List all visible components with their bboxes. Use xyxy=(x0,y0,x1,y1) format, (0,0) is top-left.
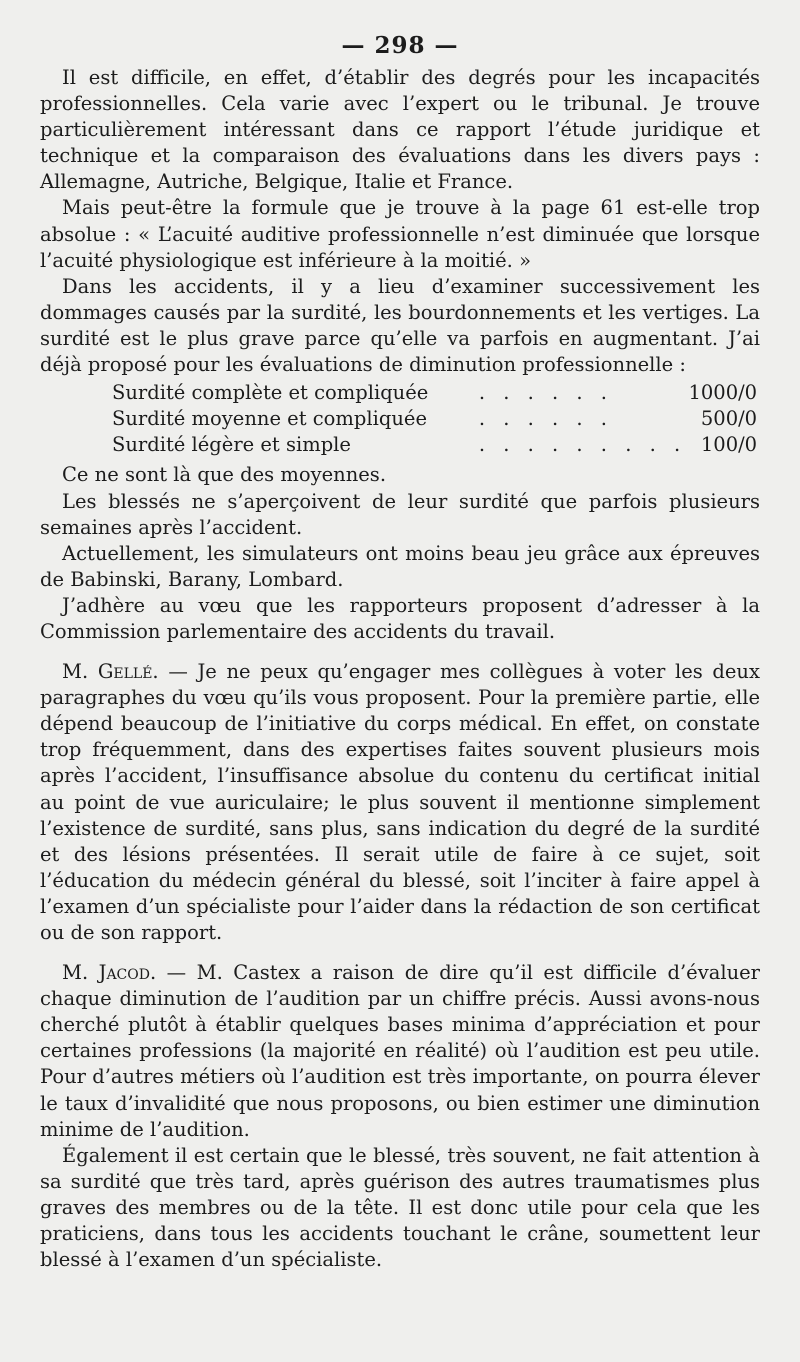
disability-rates-table xyxy=(112,380,760,458)
rate-value: 10 xyxy=(700,433,726,457)
speaker-name: M. Jacod. xyxy=(62,961,157,985)
paragraph: Il est difficile, en effet, d’établir des degrés pour les incapacités professionnelles. Cela varie avec l’expert ou le tribunal. Je trouve particulièrement intéressant dans ce rapport l’étude juridique et technique et la comparaison des évaluations dans les divers pays : Allemagne, Autriche, Belgique, Italie et France. xyxy=(40,66,760,194)
paragraph: Dans les accidents, il y a lieu d’examiner successivement les dommages causés par la surdité, les bourdonnements et les vertiges. La surdité est le plus grave parce qu’elle va parfois en augmentant. J’ai déjà proposé pour les évaluations de diminution professionnelle : xyxy=(40,274,760,377)
intervention-text: — Je ne peux qu’engager mes collègues à voter les deux paragraphes du vœu qu’ils vous proposent. Pour la première partie, elle dépend beaucoup de l’initiative du corps médical. En effet, on constate trop fréquemment, dans des expertises faites souvent plusieurs mois après l’accident, l’insuffisance absolue du contenu du certificat initial au point de vue auriculaire; le plus souvent il mentionne simplement l’existence de surdité, sans plus, sans indication du degré de la surdité et des lésions présentées. Il serait utile de faire à ce sujet, soit l’éducation du médecin général du blessé, soit l’inciter à faire appel à l’examen d’un spécialiste pour l’aider dans la rédaction de son certificat ou de son rapport. xyxy=(40,660,760,944)
rate-unit: 0/0 xyxy=(725,433,758,457)
intervention-jacod xyxy=(40,960,760,1143)
paragraph: J’adhère au vœu que les rapporteurs proposent d’adresser à la Commission parlementaire des accidents du travail. xyxy=(40,593,760,643)
speaker-name: M. Gellé. xyxy=(62,660,159,684)
leader-dots: . . . . . . xyxy=(478,407,613,431)
page-number: — 298 — xyxy=(341,32,459,59)
section-spacer xyxy=(40,645,760,659)
rate-value: 50 xyxy=(700,407,726,431)
rate-label: Surdité complète et compliquée xyxy=(112,381,429,405)
leader-dots: . . . . . . xyxy=(478,381,613,405)
rate-label: Surdité moyenne et compliquée xyxy=(112,407,427,431)
table-row xyxy=(112,406,760,432)
paragraph: Les blessés ne s’aperçoivent de leur surdité que parfois plusieurs semaines après l’accident. xyxy=(40,489,760,539)
rate-unit: 0/0 xyxy=(725,407,758,431)
intervention-text: — M. Castex a raison de dire qu’il est difficile d’évaluer chaque diminution de l’audition par un chiffre précis. Aussi avons-nous cherché plutôt à établir quelques bases minima d’appréciation et pour certaines professions (la majorité en réalité) où l’audition est peu utile. Pour d’autres métiers où l’audition est très importante, on pourra élever le taux d’invalidité que nous proposons, ou bien estimer une diminution minime de l’audition. xyxy=(40,961,761,1141)
table-row xyxy=(112,380,760,406)
paragraph: Mais peut-être la formule que je trouve à la page 61 est-elle trop absolue : « L’acuité auditive professionnelle n’est diminuée que lorsque l’acuité physiologique est inférieure à la moitié. » xyxy=(40,196,760,272)
intervention-gelle xyxy=(40,659,760,946)
rate-value: 100 xyxy=(688,381,726,405)
section-spacer xyxy=(40,946,760,960)
paragraph: Ce ne sont là que des moyennes. xyxy=(62,463,387,487)
table-row xyxy=(112,432,760,458)
paragraph: Également il est certain que le blessé, très souvent, ne fait attention à sa surdité que très tard, après guérison des autres traumatismes plus graves des membres ou de la tête. Il est donc utile pour cela que les praticiens, dans tous les accidents touchant le crâne, soumettent leur blessé à l’examen d’un spécialiste. xyxy=(40,1143,760,1272)
leader-dots: . . . . . . . . . xyxy=(478,433,687,457)
paragraph: Actuellement, les simulateurs ont moins beau jeu grâce aux épreuves de Babinski, Barany, Lombard. xyxy=(40,541,760,591)
rate-label: Surdité légère et simple xyxy=(112,433,351,457)
rate-unit: 0/0 xyxy=(725,381,758,405)
